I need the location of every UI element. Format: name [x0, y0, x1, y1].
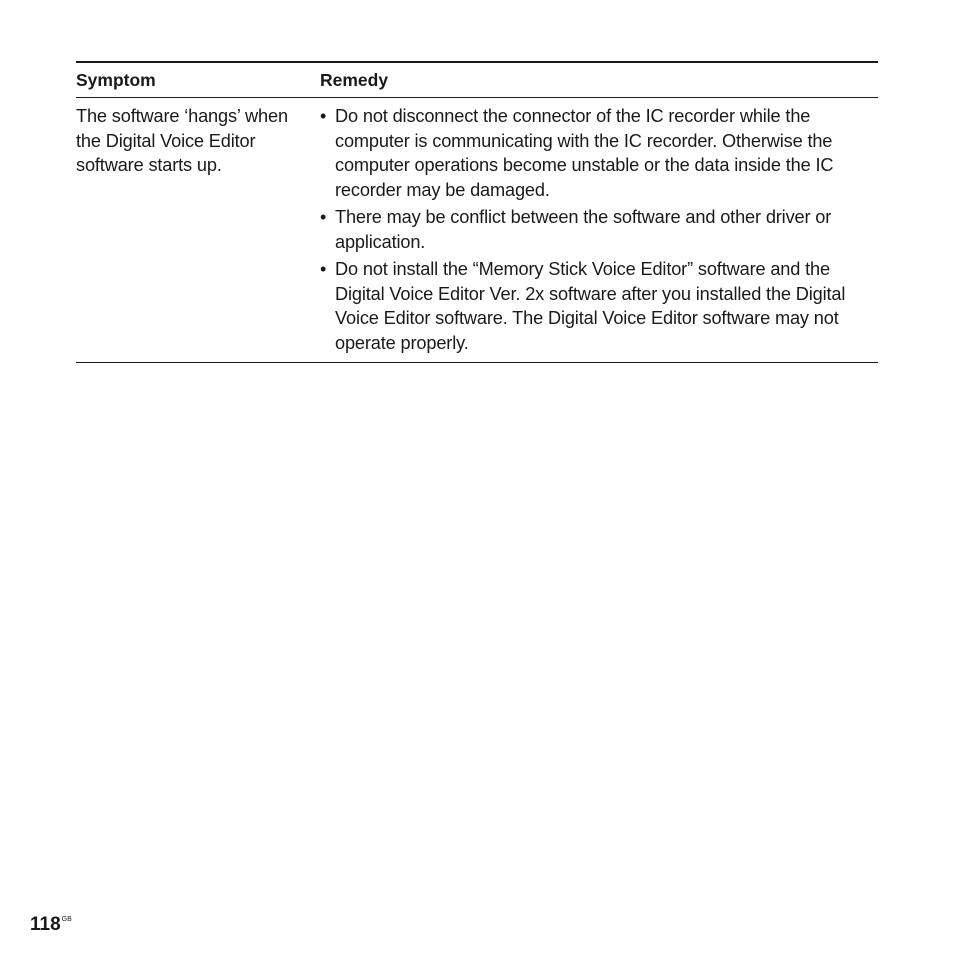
table-row [76, 98, 878, 362]
header-symptom: Symptom [76, 69, 156, 90]
bullet-icon: • [320, 207, 327, 227]
remedy-item [320, 104, 878, 202]
remedy-item [320, 205, 878, 254]
remedy-item [320, 257, 878, 355]
header-remedy: Remedy [320, 69, 389, 90]
remedy-text: Do not disconnect the connector of the IC recorder while the computer is communicating with the IC recorder. Otherwise the computer operations become unstable or the data inside the IC recorder may be damaged. [335, 106, 834, 200]
bullet-icon: • [320, 259, 327, 279]
page-number [30, 909, 72, 936]
remedy-list [320, 104, 878, 355]
remedy-text: There may be conflict between the software and other driver or application. [335, 207, 832, 252]
page-region-suffix: GB [61, 916, 72, 923]
bullet-icon: • [320, 106, 327, 126]
symptom-cell: The software ‘hangs’ when the Digital Voice Editor software starts up. [76, 106, 288, 175]
remedy-cell [320, 104, 878, 358]
remedy-text: Do not install the “Memory Stick Voice Editor” software and the Digital Voice Editor Ver. 2x software after you installed the Digital Voice Editor software. The Digital Voice Editor software may not operate properly. [335, 259, 846, 353]
table-header-row [76, 63, 878, 98]
troubleshooting-table [76, 61, 878, 363]
page-number-value: 118 [30, 914, 61, 935]
